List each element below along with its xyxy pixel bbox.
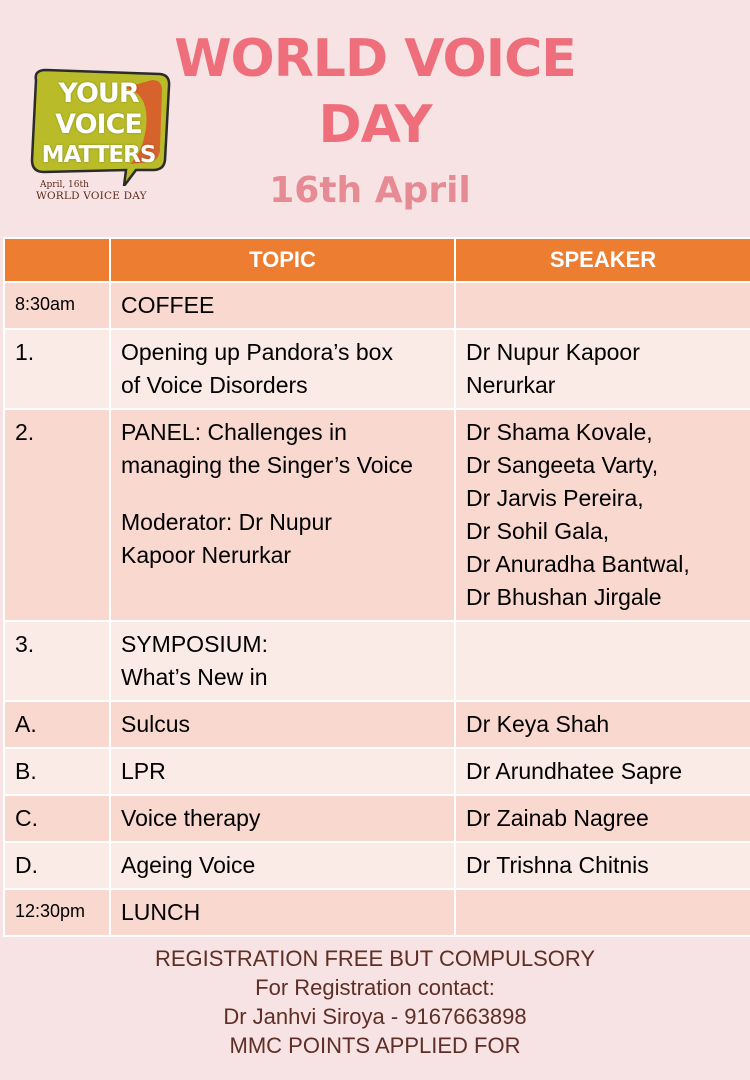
row-topic bbox=[110, 329, 455, 409]
row-time: 12:30pm bbox=[4, 889, 110, 936]
speaker-line: Dr Bhushan Jirgale bbox=[466, 584, 662, 610]
row-speaker bbox=[455, 329, 750, 409]
logo-line-your: YOUR bbox=[58, 78, 139, 109]
row-number: 1. bbox=[4, 329, 110, 409]
schedule-table bbox=[3, 237, 750, 937]
row-topic bbox=[110, 701, 455, 748]
table-row bbox=[4, 889, 750, 936]
speaker-line: Dr Sohil Gala, bbox=[466, 518, 610, 544]
registration-contact-label: For Registration contact: bbox=[255, 975, 495, 1000]
column-header-topic: TOPIC bbox=[110, 238, 455, 282]
speaker-line: Dr Shama Kovale, bbox=[466, 419, 653, 445]
row-time: 8:30am bbox=[4, 282, 110, 329]
table-row bbox=[4, 795, 750, 842]
speaker-line: Dr Zainab Nagree bbox=[466, 805, 649, 831]
topic-line: Voice therapy bbox=[121, 805, 261, 831]
row-speaker bbox=[455, 621, 750, 701]
topic-line: LUNCH bbox=[121, 899, 201, 925]
topic-line: COFFEE bbox=[121, 292, 215, 318]
speaker-line: Dr Keya Shah bbox=[466, 711, 610, 737]
topic-line: of Voice Disorders bbox=[121, 372, 308, 398]
table-row bbox=[4, 842, 750, 889]
column-header-number bbox=[4, 238, 110, 282]
row-number: B. bbox=[4, 748, 110, 795]
row-speaker bbox=[455, 842, 750, 889]
row-topic bbox=[110, 621, 455, 701]
row-speaker bbox=[455, 748, 750, 795]
row-speaker bbox=[455, 282, 750, 329]
logo-subtitle: WORLD VOICE DAY bbox=[36, 190, 147, 202]
topic-line: LPR bbox=[121, 758, 166, 784]
row-number: 2. bbox=[4, 409, 110, 621]
row-number: C. bbox=[4, 795, 110, 842]
moderator-line: Kapoor Nerurkar bbox=[121, 542, 292, 568]
speaker-line: Nerurkar bbox=[466, 372, 556, 398]
speaker-line: Dr Nupur Kapoor bbox=[466, 339, 640, 365]
moderator-line: Moderator: Dr Nupur bbox=[121, 509, 332, 535]
topic-line: Sulcus bbox=[121, 711, 191, 737]
row-topic bbox=[110, 409, 455, 621]
row-number: 3. bbox=[4, 621, 110, 701]
logo-caption bbox=[28, 180, 178, 202]
row-number: A. bbox=[4, 701, 110, 748]
row-number: D. bbox=[4, 842, 110, 889]
row-topic bbox=[110, 748, 455, 795]
row-speaker bbox=[455, 701, 750, 748]
table-row bbox=[4, 282, 750, 329]
logo-date: April, 16th bbox=[40, 180, 89, 190]
topic-line: Ageing Voice bbox=[121, 852, 256, 878]
logo-wordmark bbox=[36, 78, 161, 171]
speaker-line: Dr Jarvis Pereira, bbox=[466, 485, 644, 511]
page-title bbox=[150, 26, 600, 158]
registration-note: REGISTRATION FREE BUT COMPULSORY bbox=[154, 946, 596, 971]
topic-line: SYMPOSIUM: bbox=[121, 631, 268, 657]
table-row bbox=[4, 748, 750, 795]
speaker-line: Dr Sangeeta Varty, bbox=[466, 452, 659, 478]
logo-line-matters: MATTERS bbox=[41, 142, 156, 168]
row-speaker bbox=[455, 409, 750, 621]
table-row bbox=[4, 329, 750, 409]
title-line-1: WORLD VOICE bbox=[174, 29, 576, 89]
speaker-line: Dr Trishna Chitnis bbox=[466, 852, 649, 878]
column-header-speaker: SPEAKER bbox=[455, 238, 750, 282]
registration-contact: Dr Janhvi Siroya - 9167663898 bbox=[223, 1004, 527, 1029]
table-header-row bbox=[4, 238, 750, 282]
speaker-line: Dr Arundhatee Sapre bbox=[466, 758, 683, 784]
topic-line: Opening up Pandora’s box bbox=[121, 339, 393, 365]
event-date: 16th April bbox=[269, 170, 471, 211]
row-topic bbox=[110, 842, 455, 889]
table-row bbox=[4, 409, 750, 621]
speaker-line: Dr Anuradha Bantwal, bbox=[466, 551, 690, 577]
table-row bbox=[4, 701, 750, 748]
row-topic bbox=[110, 889, 455, 936]
topic-line: What’s New in bbox=[121, 664, 268, 690]
poster-header bbox=[0, 0, 750, 236]
row-topic bbox=[110, 795, 455, 842]
title-line-2: DAY bbox=[318, 95, 432, 155]
registration-footer bbox=[0, 944, 750, 1060]
logo-line-voice: VOICE bbox=[55, 109, 142, 140]
table-row bbox=[4, 621, 750, 701]
row-speaker bbox=[455, 795, 750, 842]
topic-line: PANEL: Challenges in bbox=[121, 419, 347, 445]
row-speaker bbox=[455, 889, 750, 936]
row-topic bbox=[110, 282, 455, 329]
topic-line: managing the Singer’s Voice bbox=[121, 452, 413, 478]
mmc-points-note: MMC POINTS APPLIED FOR bbox=[229, 1033, 521, 1058]
